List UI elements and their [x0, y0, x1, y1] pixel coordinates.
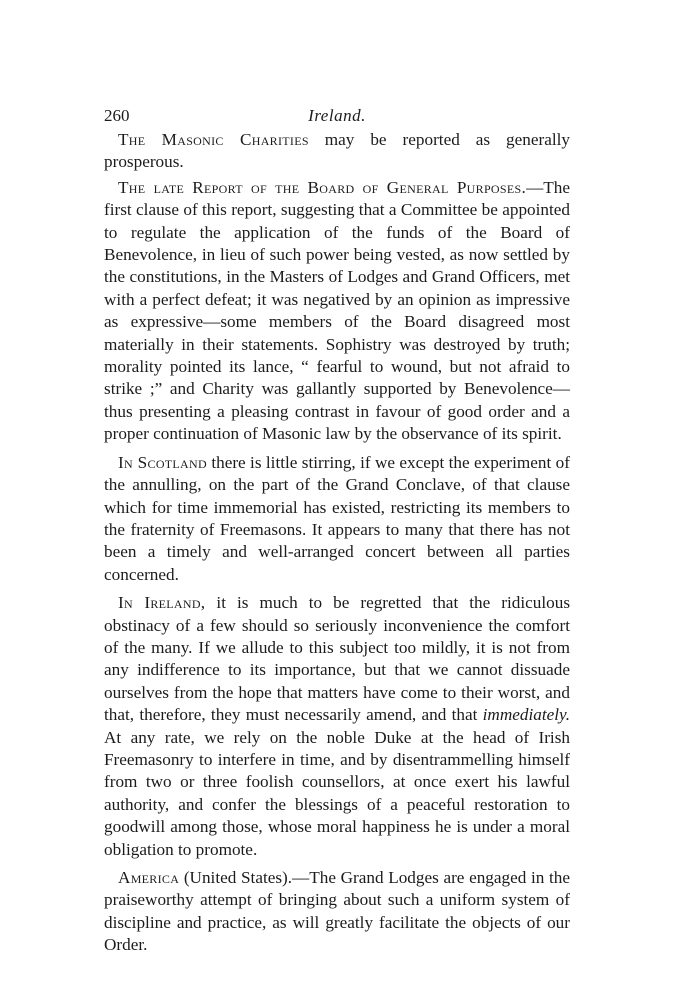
paragraph-body-continued: At any rate, we rely on the noble Duke at the head of Irish Freemasonry to interfere in time, and by disentrammelling himself from two or three foolish counsellors, at once exert his lawful authority, and confer the blessings of a peaceful restoration to goodwill among those, whose moral happiness he is under a moral obligation to promote. [104, 727, 570, 859]
running-head [104, 103, 570, 129]
running-title: Ireland. [308, 106, 366, 125]
paragraph-body: may be reported as generally prosperous. [104, 130, 570, 172]
paragraph-body: (United States).—The Grand Lodges are engaged in the praiseworthy attempt of bringing about such a uniform system of discipline and practice, as will greatly facilitate the objects of our Order. [104, 868, 570, 955]
book-page [104, 103, 570, 957]
paragraph-lead: The late Report of the Board of General Purposes. [118, 177, 527, 197]
paragraph-lead: In Ireland, [118, 593, 206, 613]
paragraph-board-report [104, 177, 570, 446]
paragraph-ireland [104, 592, 570, 861]
paragraph-lead: In Scotland [118, 452, 207, 472]
paragraph-body: —The first clause of this report, suggesting that a Committee be appointed to regulate the application of the funds of the Board of Benevolence, in lieu of such power being vested, as now settled by the constitutions, in the Masters of Lodges and Grand Officers, met with a perfect defeat; it was negatived by an opinion as impressive as expressive—some members of the Board disagreed most materially in their statements. Sophistry was destroyed by truth; morality pointed its lance, “ fearful to wound, but not afraid to strike ;” and Charity was gallantly supported by Benevolence—thus presenting a pleasing contrast in favour of good order and a proper continuation of Masonic law by the observance of its spirit. [104, 177, 570, 444]
paragraph-lead: America [118, 868, 180, 887]
paragraph-america [104, 867, 570, 957]
paragraph-emphasis: immediately. [482, 705, 570, 725]
paragraph-scotland [104, 452, 570, 586]
paragraph-body: there is little stirring, if we except the experiment of the annulling, on the part of the Grand Conclave, of that clause which for time immemorial has existed, restricting its members to the fraternity of Freemasons. It appears to many that there has not been a timely and well-arranged concert between all parties concerned. [104, 452, 570, 584]
paragraph-body: it is much to be regretted that the ridiculous obstinacy of a few should so seriously inconvenience the comfort of the many. If we allude to this subject too mildly, it is not from any indifference to its importance, but that we cannot dissuade ourselves from the hope that matters have come to their worst, and that, therefore, they must necessarily amend, and that [104, 593, 571, 725]
page-number: 260 [104, 106, 130, 125]
paragraph-masonic-charities [104, 129, 570, 174]
paragraph-lead: The Masonic Charities [118, 130, 309, 149]
